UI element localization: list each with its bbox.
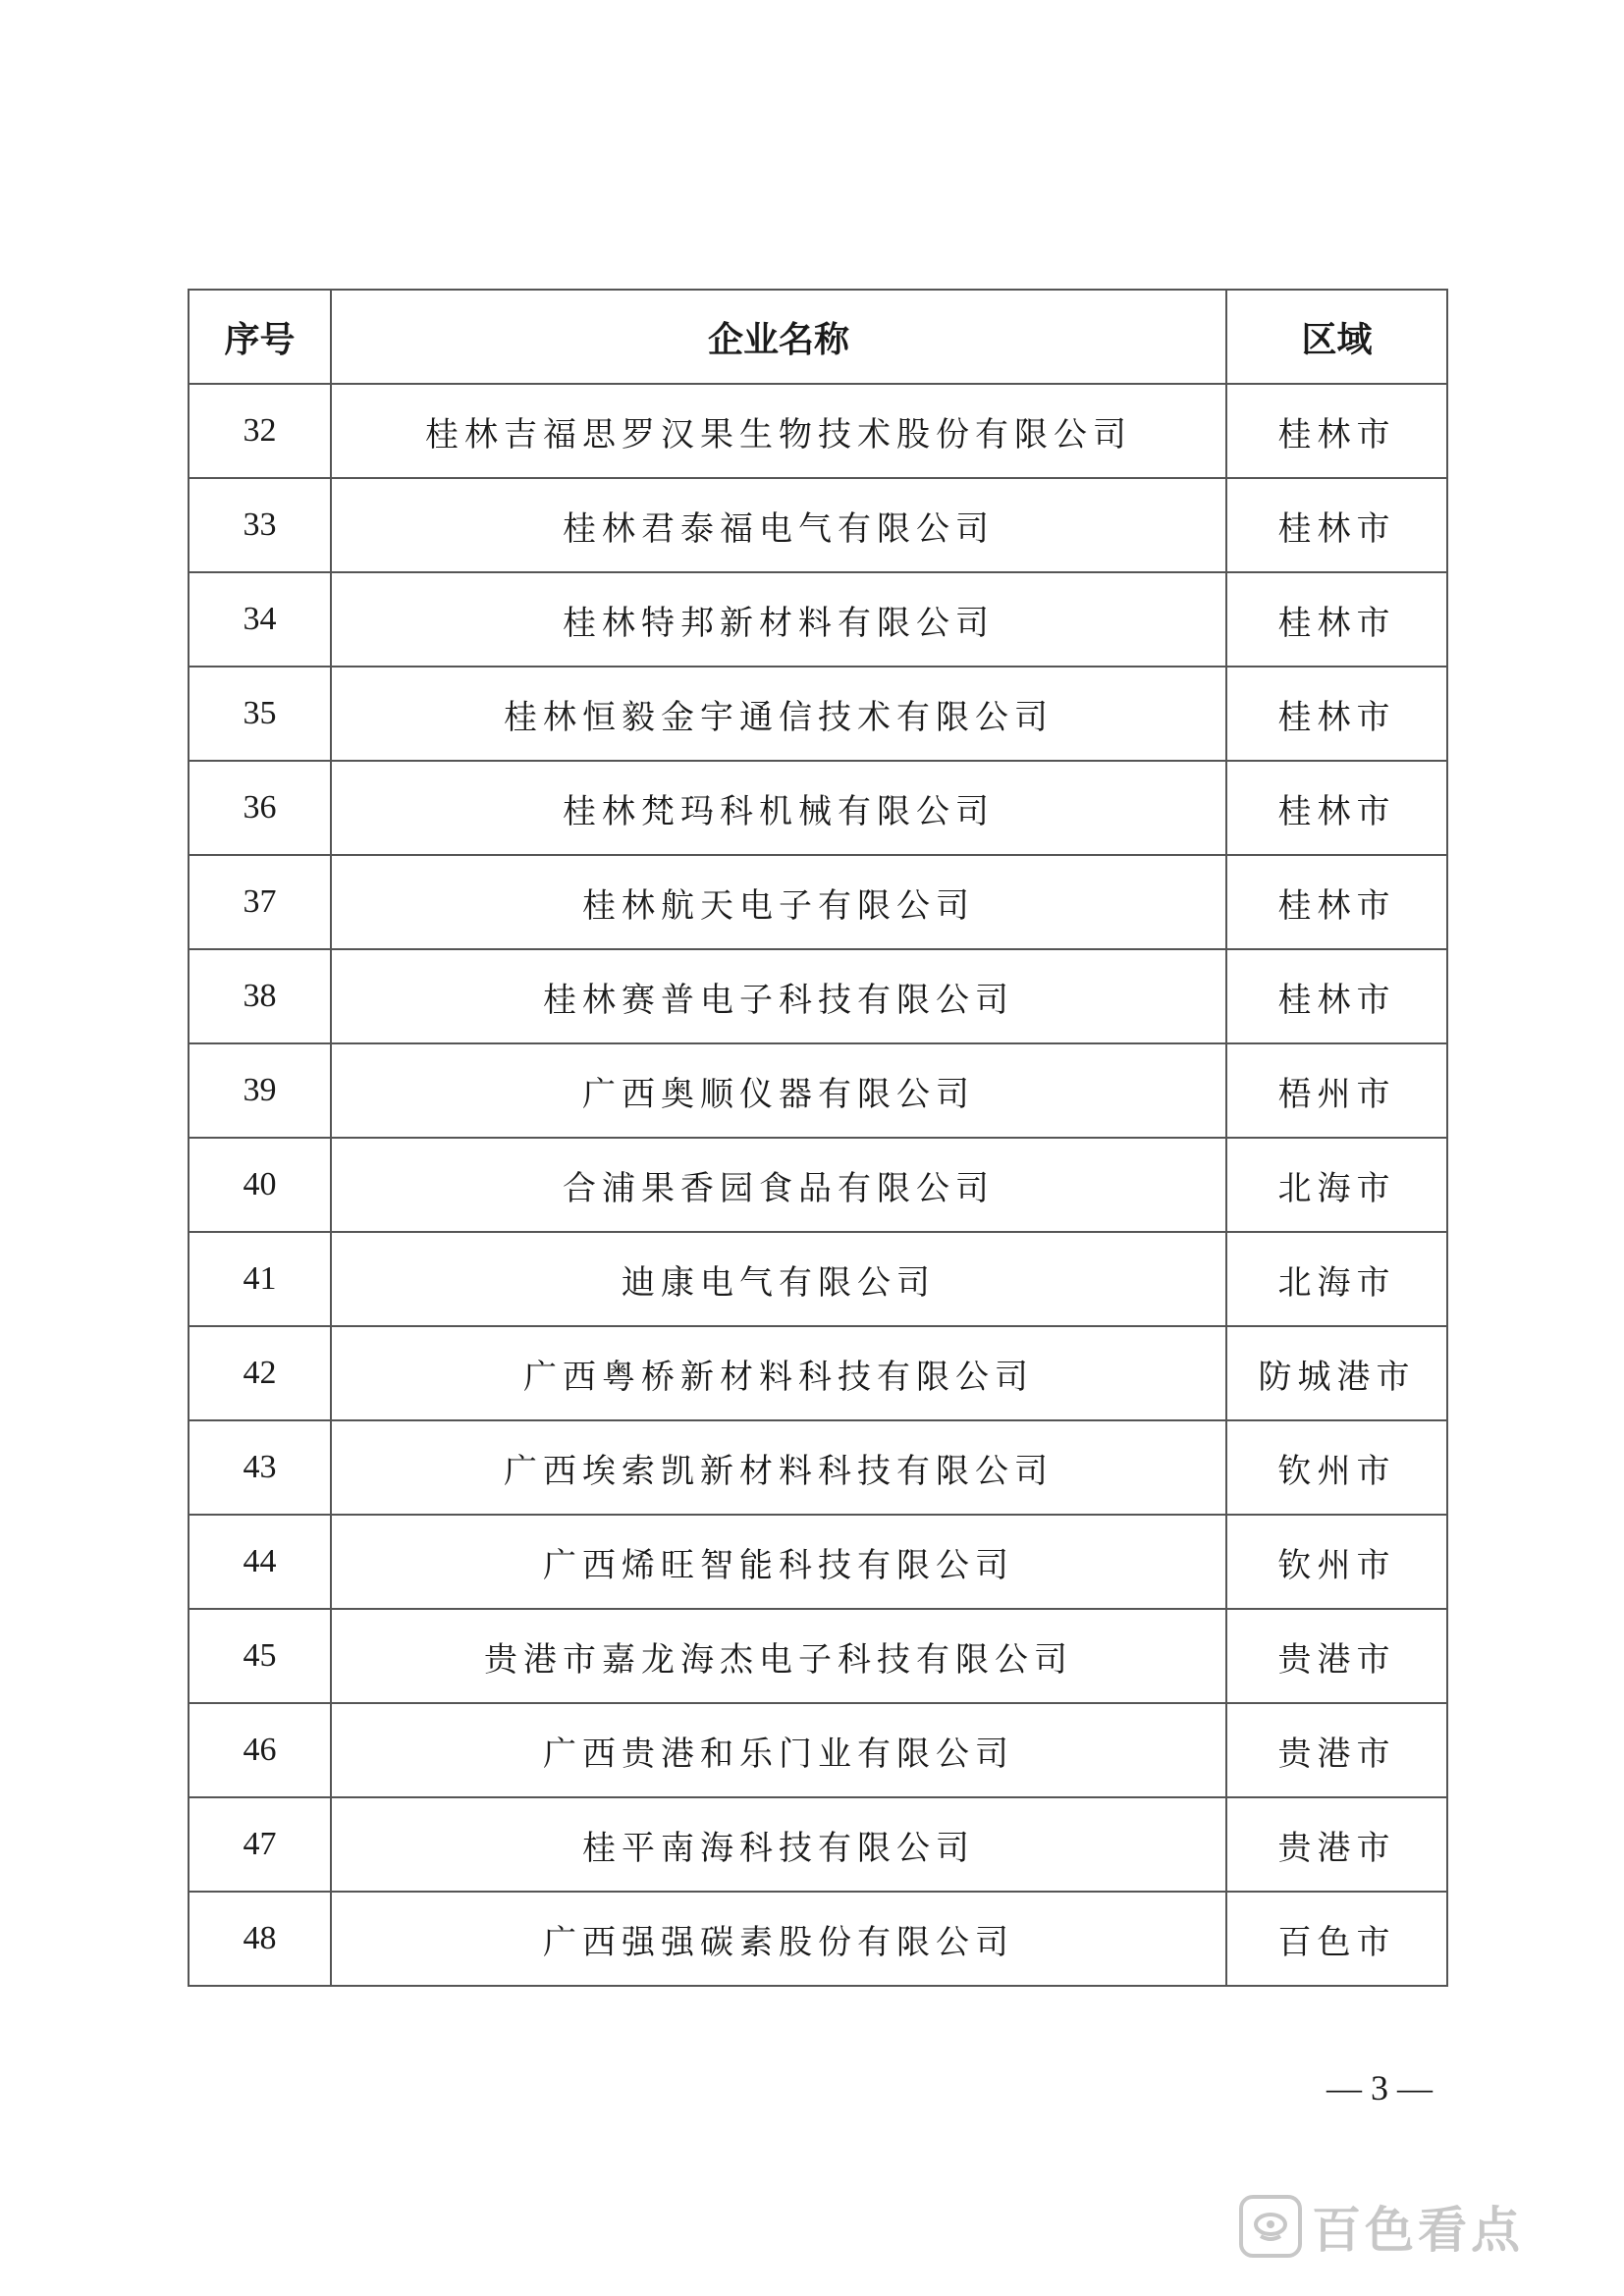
cell-region: 桂林市 xyxy=(1226,572,1447,667)
cell-serial-number: 41 xyxy=(189,1232,331,1326)
table-row xyxy=(189,1043,1447,1138)
table-row xyxy=(189,667,1447,761)
cell-region: 北海市 xyxy=(1226,1232,1447,1326)
header-region: 区域 xyxy=(1226,290,1447,384)
cell-serial-number: 46 xyxy=(189,1703,331,1797)
page-number: — 3 — xyxy=(1326,2068,1433,2108)
cell-enterprise-name: 桂林航天电子有限公司 xyxy=(331,855,1226,949)
table-body xyxy=(189,384,1447,1986)
cell-region: 贵港市 xyxy=(1226,1703,1447,1797)
enterprise-table xyxy=(188,289,1448,1987)
table-row xyxy=(189,1797,1447,1892)
cell-region: 钦州市 xyxy=(1226,1515,1447,1609)
header-enterprise-name: 企业名称 xyxy=(331,290,1226,384)
cell-enterprise-name: 桂林梵玛科机械有限公司 xyxy=(331,761,1226,855)
cell-serial-number: 36 xyxy=(189,761,331,855)
table-row xyxy=(189,1138,1447,1232)
cell-enterprise-name: 广西埃索凯新材料科技有限公司 xyxy=(331,1420,1226,1515)
cell-serial-number: 34 xyxy=(189,572,331,667)
cell-enterprise-name: 广西粤桥新材料科技有限公司 xyxy=(331,1326,1226,1420)
table-row xyxy=(189,478,1447,572)
cell-enterprise-name: 广西强强碳素股份有限公司 xyxy=(331,1892,1226,1986)
cell-enterprise-name: 桂林君泰福电气有限公司 xyxy=(331,478,1226,572)
cell-enterprise-name: 桂林特邦新材料有限公司 xyxy=(331,572,1226,667)
cell-region: 桂林市 xyxy=(1226,761,1447,855)
cell-region: 贵港市 xyxy=(1226,1797,1447,1892)
cell-region: 桂林市 xyxy=(1226,384,1447,478)
cell-enterprise-name: 广西烯旺智能科技有限公司 xyxy=(331,1515,1226,1609)
watermark xyxy=(1239,2191,1612,2262)
table-row xyxy=(189,1703,1447,1797)
table-row xyxy=(189,384,1447,478)
cell-enterprise-name: 桂林吉福思罗汉果生物技术股份有限公司 xyxy=(331,384,1226,478)
table-row xyxy=(189,761,1447,855)
table-row xyxy=(189,572,1447,667)
cell-serial-number: 39 xyxy=(189,1043,331,1138)
cell-serial-number: 40 xyxy=(189,1138,331,1232)
cell-serial-number: 44 xyxy=(189,1515,331,1609)
cell-region: 桂林市 xyxy=(1226,478,1447,572)
cell-enterprise-name: 广西奥顺仪器有限公司 xyxy=(331,1043,1226,1138)
cell-serial-number: 37 xyxy=(189,855,331,949)
cell-serial-number: 43 xyxy=(189,1420,331,1515)
cell-serial-number: 35 xyxy=(189,667,331,761)
cell-region: 梧州市 xyxy=(1226,1043,1447,1138)
baise-kandian-logo-icon xyxy=(1239,2195,1302,2258)
table-row xyxy=(189,1515,1447,1609)
cell-serial-number: 32 xyxy=(189,384,331,478)
cell-serial-number: 33 xyxy=(189,478,331,572)
cell-region: 桂林市 xyxy=(1226,667,1447,761)
cell-region: 防城港市 xyxy=(1226,1326,1447,1420)
cell-serial-number: 38 xyxy=(189,949,331,1043)
table-row xyxy=(189,1326,1447,1420)
cell-enterprise-name: 迪康电气有限公司 xyxy=(331,1232,1226,1326)
cell-enterprise-name: 合浦果香园食品有限公司 xyxy=(331,1138,1226,1232)
cell-region: 桂林市 xyxy=(1226,855,1447,949)
cell-region: 百色市 xyxy=(1226,1892,1447,1986)
cell-enterprise-name: 桂平南海科技有限公司 xyxy=(331,1797,1226,1892)
cell-region: 桂林市 xyxy=(1226,949,1447,1043)
cell-serial-number: 48 xyxy=(189,1892,331,1986)
cell-enterprise-name: 桂林赛普电子科技有限公司 xyxy=(331,949,1226,1043)
cell-region: 钦州市 xyxy=(1226,1420,1447,1515)
cell-region: 贵港市 xyxy=(1226,1609,1447,1703)
table-row xyxy=(189,855,1447,949)
table-row xyxy=(189,1420,1447,1515)
cell-serial-number: 45 xyxy=(189,1609,331,1703)
table-row xyxy=(189,1609,1447,1703)
cell-serial-number: 42 xyxy=(189,1326,331,1420)
cell-enterprise-name: 桂林恒毅金宇通信技术有限公司 xyxy=(331,667,1226,761)
table-row xyxy=(189,949,1447,1043)
cell-enterprise-name: 贵港市嘉龙海杰电子科技有限公司 xyxy=(331,1609,1226,1703)
watermark-text: 百色看点 xyxy=(1312,2202,1524,2259)
cell-region: 北海市 xyxy=(1226,1138,1447,1232)
table-row xyxy=(189,1232,1447,1326)
cell-enterprise-name: 广西贵港和乐门业有限公司 xyxy=(331,1703,1226,1797)
cell-serial-number: 47 xyxy=(189,1797,331,1892)
table-header-row xyxy=(189,290,1447,384)
header-serial-number: 序号 xyxy=(189,290,331,384)
table-row xyxy=(189,1892,1447,1986)
